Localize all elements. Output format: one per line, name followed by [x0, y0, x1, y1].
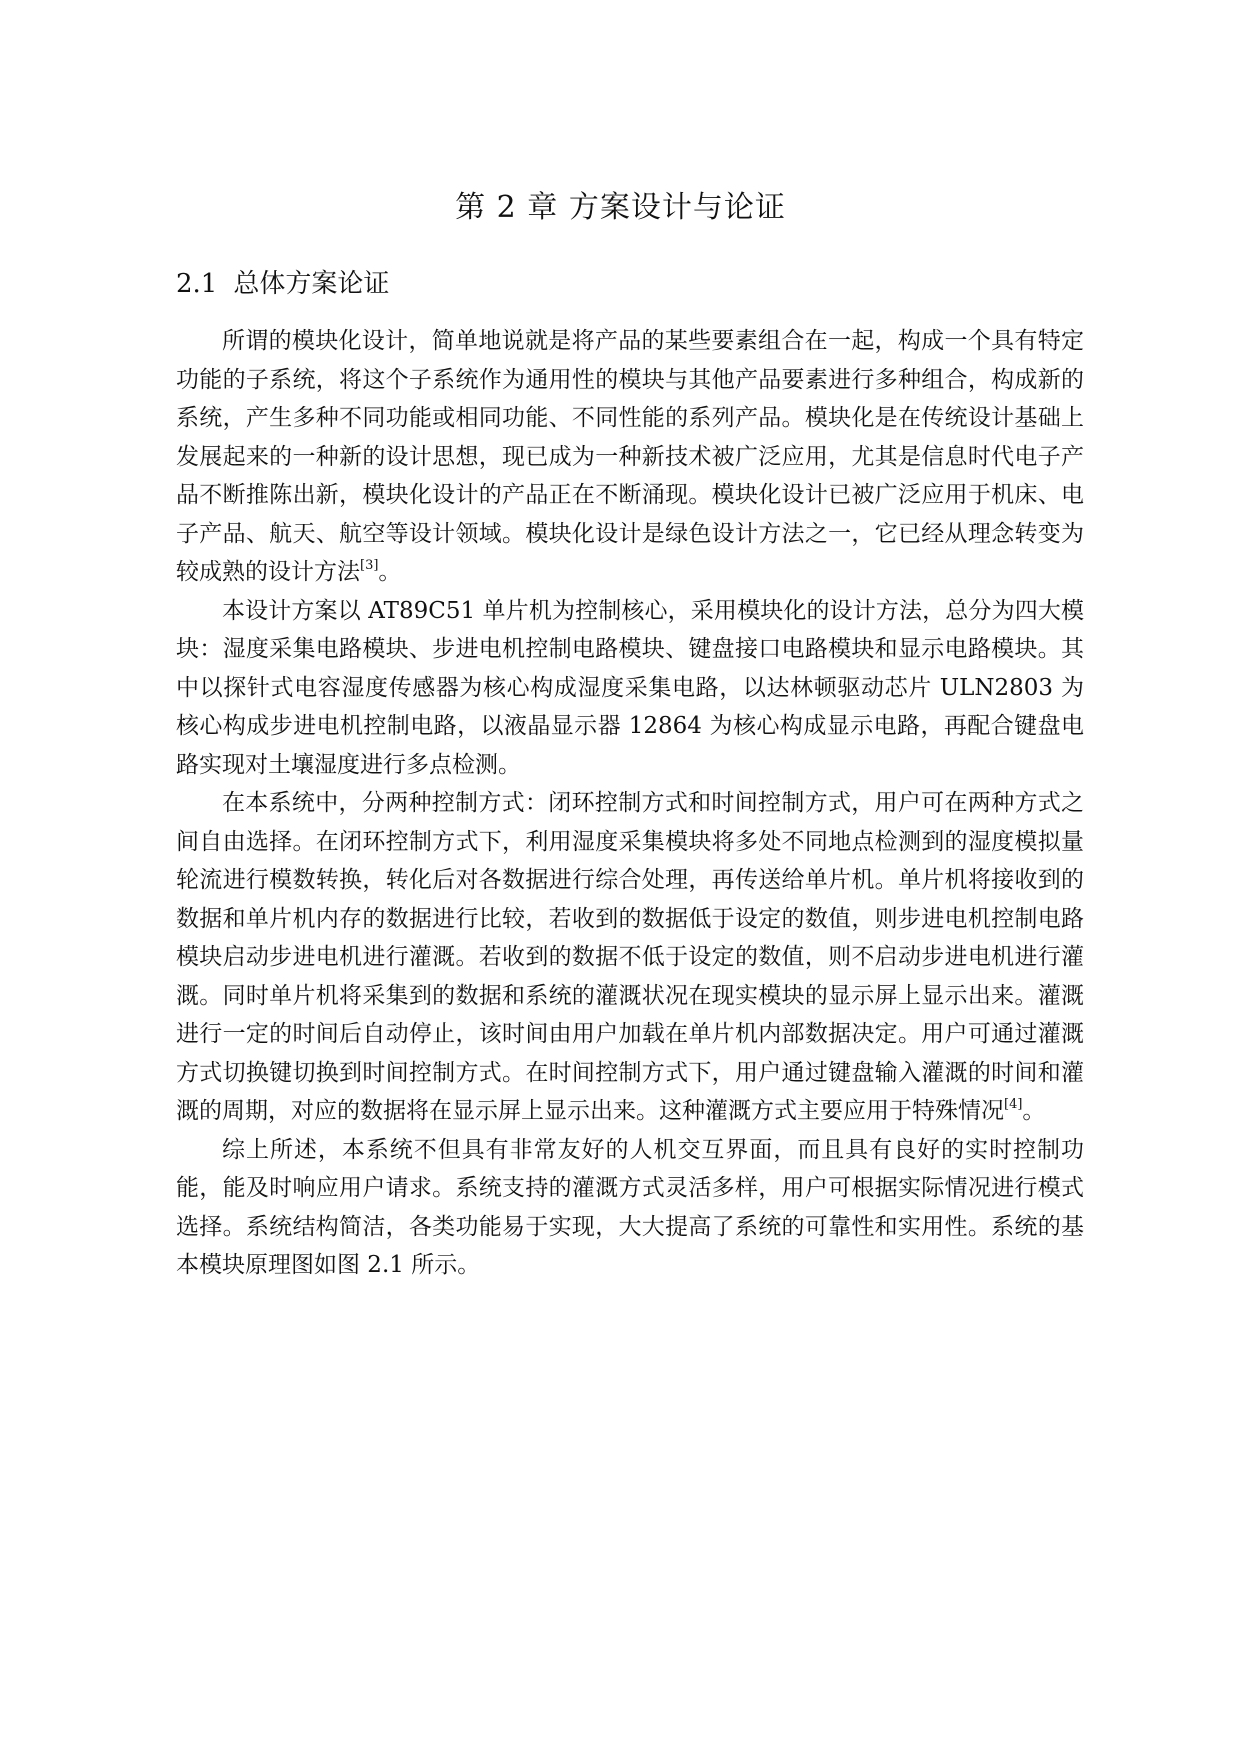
paragraph-text: 综上所述，本系统不但具有非常友好的人机交互界面，而且具有良好的实时控制功能，能及时响应用户请求。系统支持的灌溉方式灵活多样，用户可根据实际情况进行模式选择。系统结构简洁，各类功能易于实现，大大提高了系统的可靠性和实用性。系统的基本模块原理图如图 2.1 所示。 [176, 1136, 1084, 1278]
paragraph-text: 所谓的模块化设计，简单地说就是将产品的某些要素组合在一起，构成一个具有特定功能的子系统，将这个子系统作为通用性的模块与其他产品要素进行多种组合，构成新的系统，产生多种不同功能或相同功能、不同性能的系列产品。模块化是在传统设计基础上发展起来的一种新的设计思想，现已成为一种新技术被广泛应用，尤其是信息时代电子产品不断推陈出新，模块化设计的产品正在不断涌现。模块化设计已被广泛应用于机床、电子产品、航天、航空等设计领域。模块化设计是绿色设计方法之一，它已经从理念转变为较成熟的设计方法 [176, 328, 1084, 585]
paragraph-summary [176, 1131, 1084, 1285]
paragraph-text: 本设计方案以 AT89C51 单片机为控制核心，采用模块化的设计方法，总分为四大模块：湿度采集电路模块、步进电机控制电路模块、键盘接口电路模块和显示电路模块。其中以探针式电容湿度传感器为核心构成湿度采集电路，以达林顿驱动芯片 ULN2803 为核心构成步进电机控制电路，以液晶显示器 12864 为核心构成显示电路，再配合键盘电路实现对土壤湿度进行多点检测。 [176, 597, 1084, 778]
section-number: 2.1 [176, 269, 218, 299]
paragraph-end: 。 [378, 559, 402, 585]
section-heading [176, 264, 389, 304]
chapter-title: 第 2 章 方案设计与论证 [455, 190, 786, 225]
paragraph-modular-design [176, 322, 1084, 592]
section-title: 总体方案论证 [233, 269, 390, 299]
citation-ref-4: [4] [1004, 1097, 1023, 1112]
paragraph-text: 在本系统中，分两种控制方式：闭环控制方式和时间控制方式，用户可在两种方式之间自由选择。在闭环控制方式下，利用湿度采集模块将多处不同地点检测到的湿度模拟量轮流进行模数转换，转化后对各数据进行综合处理，再传送给单片机。单片机将接收到的数据和单片机内存的数据进行比较，若收到的数据低于设定的数值，则步进电机控制电路模块启动步进电机进行灌溉。若收到的数据不低于设定的数值，则不启动步进电机进行灌溉。同时单片机将采集到的数据和系统的灌溉状况在现实模块的显示屏上显示出来。灌溉进行一定的时间后自动停止，该时间由用户加载在单片机内部数据决定。用户可通过灌溉方式切换键切换到时间控制方式。在时间控制方式下，用户通过键盘输入灌溉的时间和灌溉的周期，对应的数据将在显示屏上显示出来。这种灌溉方式主要应用于特殊情况 [176, 790, 1084, 1124]
paragraph-design-scheme [176, 592, 1084, 785]
paragraph-end: 。 [1022, 1098, 1046, 1124]
body-text [176, 322, 1084, 1285]
paragraph-control-modes [176, 784, 1084, 1131]
citation-ref-3: [3] [360, 558, 379, 573]
